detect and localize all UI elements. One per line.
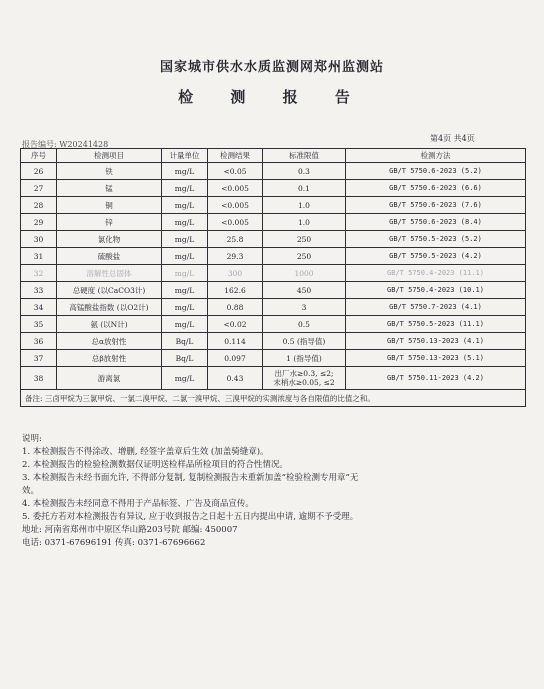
cell-result: <0.005 — [208, 197, 263, 214]
table-row — [21, 282, 526, 299]
cell-unit: mg/L — [162, 299, 208, 316]
table-row — [21, 316, 526, 333]
col-header-result: 检测结果 — [208, 149, 263, 163]
cell-result: <0.02 — [208, 316, 263, 333]
table-header-row — [21, 149, 526, 163]
cell-item: 锰 — [57, 180, 162, 197]
col-header-unit: 计量单位 — [162, 149, 208, 163]
cell-limit: 1000 — [263, 265, 346, 282]
note-item: 效。 — [22, 486, 40, 496]
cell-result: 162.6 — [208, 282, 263, 299]
cell-no: 28 — [21, 197, 57, 214]
cell-no: 33 — [21, 282, 57, 299]
table-row — [21, 163, 526, 180]
limit-line: 出厂水≥0.3, ≤2; — [274, 369, 334, 378]
report-title: 检 测 报 告 — [178, 88, 366, 106]
cell-item: 总α放射性 — [57, 333, 162, 350]
cell-item: 铁 — [57, 163, 162, 180]
notes-heading: 说明: — [22, 434, 42, 444]
cell-method: GB/T 5750.13-2023 (5.1) — [346, 350, 526, 367]
cell-limit: 250 — [263, 231, 346, 248]
limit-line: 末梢水≥0.05, ≤2 — [273, 378, 335, 387]
cell-limit: 250 — [263, 248, 346, 265]
note-item: 4. 本检测报告未经同意不得用于产品标签、广告及商品宣传。 — [22, 499, 254, 509]
cell-result: 29.3 — [208, 248, 263, 265]
cell-unit: mg/L — [162, 163, 208, 180]
phone-fax: 电话: 0371-67696191 传真: 0371-67696662 — [22, 538, 206, 548]
cell-no: 32 — [21, 265, 57, 282]
cell-unit: Bq/L — [162, 333, 208, 350]
cell-limit: 0.5 (指导值) — [263, 333, 346, 350]
cell-limit: 3 — [263, 299, 346, 316]
cell-no: 38 — [21, 367, 57, 390]
cell-method: GB/T 5750.5-2023 (11.1) — [346, 316, 526, 333]
cell-item: 游离氯 — [57, 367, 162, 390]
cell-result: 25.8 — [208, 231, 263, 248]
cell-method: GB/T 5750.7-2023 (4.1) — [346, 299, 526, 316]
table-row — [21, 231, 526, 248]
cell-result: <0.05 — [208, 163, 263, 180]
table-row — [21, 265, 526, 282]
cell-method: GB/T 5750.6-2023 (5.2) — [346, 163, 526, 180]
cell-no: 30 — [21, 231, 57, 248]
col-header-item: 检测项目 — [57, 149, 162, 163]
cell-result: 0.097 — [208, 350, 263, 367]
table-footnote-row — [21, 390, 526, 407]
cell-item: 氨 (以N计) — [57, 316, 162, 333]
cell-unit: mg/L — [162, 248, 208, 265]
cell-unit: mg/L — [162, 316, 208, 333]
cell-no: 37 — [21, 350, 57, 367]
cell-no: 35 — [21, 316, 57, 333]
cell-item: 锌 — [57, 214, 162, 231]
page-indicator: 第4页 共4页 — [430, 134, 475, 143]
cell-item: 硫酸盐 — [57, 248, 162, 265]
cell-limit: 450 — [263, 282, 346, 299]
cell-no: 26 — [21, 163, 57, 180]
institution-name: 国家城市供水水质监测网郑州监测站 — [159, 60, 384, 75]
cell-no: 31 — [21, 248, 57, 265]
cell-result: 0.114 — [208, 333, 263, 350]
cell-method: GB/T 5750.4-2023 (10.1) — [346, 282, 526, 299]
cell-unit: mg/L — [162, 180, 208, 197]
col-header-no: 序号 — [21, 149, 57, 163]
cell-result: 300 — [208, 265, 263, 282]
cell-unit: mg/L — [162, 231, 208, 248]
cell-limit: 0.1 — [263, 180, 346, 197]
table-row — [21, 350, 526, 367]
cell-item: 溶解性总固体 — [57, 265, 162, 282]
cell-unit: mg/L — [162, 282, 208, 299]
col-header-method: 检测方法 — [346, 149, 526, 163]
note-item: 5. 委托方若对本检测报告有异议, 应于收到报告之日起十五日内提出申请, 逾期不予受理。 — [22, 512, 359, 522]
cell-unit: mg/L — [162, 265, 208, 282]
cell-limit: 0.5 — [263, 316, 346, 333]
cell-method: GB/T 5750.13-2023 (4.1) — [346, 333, 526, 350]
cell-unit: Bq/L — [162, 350, 208, 367]
report-number: 报告编号: W20241428 — [22, 140, 109, 149]
cell-method: GB/T 5750.5-2023 (5.2) — [346, 231, 526, 248]
cell-no: 27 — [21, 180, 57, 197]
cell-no: 34 — [21, 299, 57, 316]
cell-limit: 0.3 — [263, 163, 346, 180]
table-row — [21, 333, 526, 350]
cell-method: GB/T 5750.11-2023 (4.2) — [346, 367, 526, 390]
cell-result: <0.005 — [208, 214, 263, 231]
cell-no: 36 — [21, 333, 57, 350]
cell-result: 0.43 — [208, 367, 263, 390]
cell-limit: 1 (指导值) — [263, 350, 346, 367]
table-row — [21, 197, 526, 214]
cell-item: 高锰酸盐指数 (以O2计) — [57, 299, 162, 316]
table-row — [21, 299, 526, 316]
note-item: 1. 本检测报告不得涂改、增删, 经签字盖章后生效 (加盖骑缝章)。 — [22, 447, 269, 457]
cell-item: 总硬度 (以CaCO3计) — [57, 282, 162, 299]
note-item: 2. 本检测报告的检验检测数据仅证明送检样品所检项目的符合性情况。 — [22, 460, 288, 470]
cell-item: 铜 — [57, 197, 162, 214]
cell-limit — [263, 367, 346, 390]
cell-limit: 1.0 — [263, 214, 346, 231]
cell-method: GB/T 5750.5-2023 (4.2) — [346, 248, 526, 265]
cell-item: 氯化物 — [57, 231, 162, 248]
cell-result: <0.005 — [208, 180, 263, 197]
cell-unit: mg/L — [162, 197, 208, 214]
notes-section — [22, 433, 522, 550]
cell-method: GB/T 5750.6-2023 (7.6) — [346, 197, 526, 214]
cell-method: GB/T 5750.4-2023 (11.1) — [346, 265, 526, 282]
table-footnote: 备注: 三卤甲烷为三氯甲烷、一氯二溴甲烷、二氯一溴甲烷、三溴甲烷的实测浓度与各自限值的比值之和。 — [21, 390, 526, 407]
address: 地址: 河南省郑州市中原区华山路203号院 邮编: 450007 — [22, 525, 238, 535]
cell-result: 0.88 — [208, 299, 263, 316]
table-row — [21, 214, 526, 231]
cell-item: 总β放射性 — [57, 350, 162, 367]
cell-method: GB/T 5750.6-2023 (8.4) — [346, 214, 526, 231]
results-table — [20, 148, 526, 407]
table-row — [21, 248, 526, 265]
col-header-limit: 标准限值 — [263, 149, 346, 163]
cell-unit: mg/L — [162, 214, 208, 231]
cell-no: 29 — [21, 214, 57, 231]
table-row — [21, 180, 526, 197]
cell-unit: mg/L — [162, 367, 208, 390]
note-item: 3. 本检测报告未经书面允许, 不得部分复制, 复制检测报告未重新加盖“检验检测专用章”无 — [22, 473, 359, 483]
cell-limit: 1.0 — [263, 197, 346, 214]
cell-method: GB/T 5750.6-2023 (6.6) — [346, 180, 526, 197]
table-row — [21, 367, 526, 390]
